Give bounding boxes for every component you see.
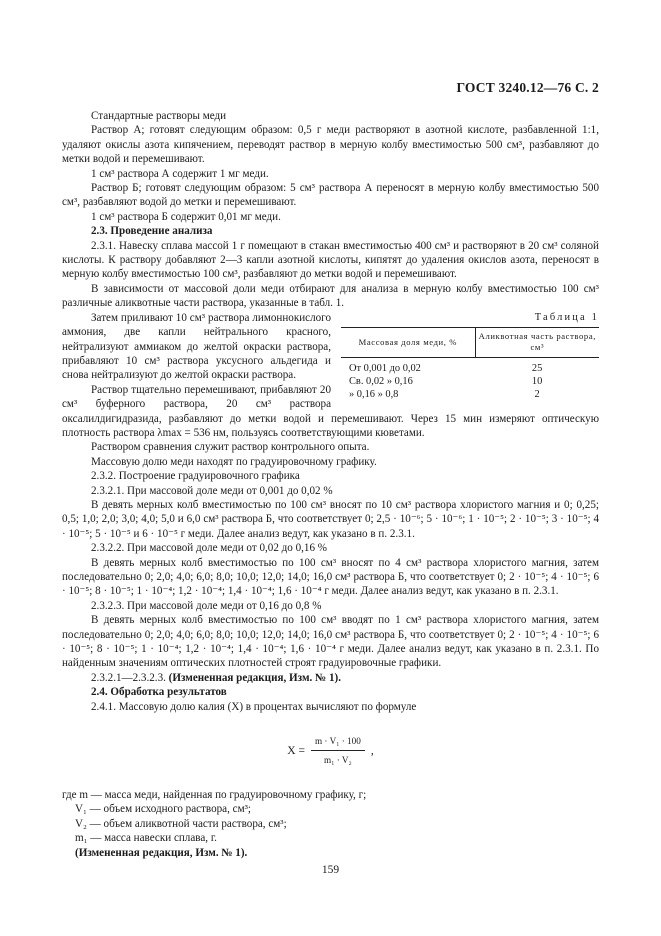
paragraph: В девять мерных колб вместимостью по 100 см³ вводят по 1 см³ раствора хлористого магния, затем последовательно 0; 2,0; 4,0; 6,0; 8,0; 10,0; 12,0; 14,0; 16,0 см³ раствора Б, что соответствует 0; 2 · 10⁻⁵; 4 · 10⁻⁵; 6 · 10⁻⁵; 8 · 10⁻⁵; 1 · 10⁻⁴; 1,2 · 10⁻⁴; 1,4 · 10⁻⁴; 1,6 · 10⁻⁴ г меди. Далее анализ ведут, как указано в п. 2.3.1. По найденным значениям оптических плотностей строят градуировочные графики. bbox=[62, 614, 599, 670]
formula-fraction bbox=[311, 734, 365, 768]
section-heading-analysis: 2.3. Проведение анализа bbox=[91, 225, 213, 238]
table-cell-range: От 0,001 до 0,02 bbox=[349, 363, 421, 375]
subsection-heading: 2.3.2.1. При массовой доле меди от 0,001 до 0,02 % bbox=[91, 484, 333, 497]
subsection-heading: 2.3.2.2. При массовой доле меди от 0,02 до 0,16 % bbox=[91, 542, 328, 555]
paragraph: 2.3.1. Навеску сплава массой 1 г помещают в стакан вместимостью 400 см³ и растворяют в 20 см³ соляной кислоты. К раствору добавляют 2—3 капли азотной кислоты, кипятят до удаления окислов азота, переносят в мерную колбу вместимостью 100 см³, разбавляют до метки водой и перемешивают. bbox=[62, 239, 599, 281]
table-with-text bbox=[62, 311, 599, 441]
amendment-note: (Измененная редакция, Изм. № 1). bbox=[75, 846, 248, 859]
table-cell-aliquot: 2 bbox=[534, 389, 540, 401]
formula-legend bbox=[62, 788, 599, 860]
table-cell-range: Св. 0,02 » 0,16 bbox=[349, 376, 413, 388]
paragraph: Массовую долю меди находят по градуировочному графику. bbox=[91, 455, 377, 468]
paragraph: В девять мерных колб вместимостью по 100 см³ вносят по 4 см³ раствора хлористого магния, затем последовательно 0; 2,0; 4,0; 6,0; 8,0; 10,0; 12,0; 14,0; 16,0 см³ раствора Б, что соответствует 0; 2 · 10⁻⁵; 4 · 10⁻⁵; 6 · 10⁻⁵; 8 · 10⁻⁵; 1 · 10⁻⁴; 1,2 · 10⁻⁴; 1,4 · 10⁻⁴; 1,6 · 10⁻⁴ г меди. Далее анализ ведут, как указано в п. 2.3.1. bbox=[62, 556, 599, 598]
paragraph: В девять мерных колб вместимостью по 100 см³ вносят по 10 см³ раствора хлористого магния и 0; 0,25; 0,5; 1,0; 2,0; 3,0; 4,0; 5,0 и 6,0 см³ раствора Б, что соответствует 0; 2,5 · 10⁻⁶; 5 · 10⁻⁶; 1 · 10⁻⁵; 2 · 10⁻⁵; 3 · 10⁻⁵; 4 · 10⁻⁵; 5 · 10⁻⁵ и 6 · 10⁻⁵ г меди. Далее анализ ведут, как указано в п. 2.3.1. bbox=[62, 498, 599, 540]
formula-tail: , bbox=[370, 744, 374, 757]
subsection-heading: 2.3.2. Построение градуировочного графика bbox=[91, 470, 300, 483]
section-heading-standards: Стандартные растворы меди bbox=[91, 110, 227, 122]
table-row bbox=[341, 388, 599, 401]
paragraph: Затем приливают 10 см³ раствора лимоннокислого аммония, две капли нейтрального красного, нейтрализуют аммиаком до желтой окраски раствора, прибавляют 10 см³ раствора уксусного альдегида и снова нейтрализуют до желтой окраски раствора. bbox=[62, 311, 331, 382]
table-caption: Таблица 1 bbox=[534, 311, 599, 323]
table-cell-aliquot: 25 bbox=[531, 363, 543, 375]
legend-item: V₁ — объем исходного раствора, см³; bbox=[75, 803, 251, 816]
paragraph: Раствор А; готовят следующим образом: 0,5 г меди растворяют в азотной кислоте, разбавленной 1:1, удаляют окислы азота кипячением, переводят раствор в мерную колбу вместимостью 500 см³, разбавляют до метки водой и перемешивают. bbox=[62, 124, 599, 166]
paragraph: 1 см³ раствора Б содержит 0,01 мг меди. bbox=[91, 210, 281, 223]
formula bbox=[62, 734, 599, 768]
section-heading-results: 2.4. Обработка результатов bbox=[91, 686, 227, 699]
formula-denominator: m₁ · V₂ bbox=[324, 755, 352, 766]
amendment-note bbox=[62, 671, 599, 685]
subsection-heading: 2.3.2.3. При массовой доле меди от 0,16 до 0,8 % bbox=[91, 599, 322, 612]
paragraph: 2.4.1. Массовую долю калия (X) в процентах вычисляют по формуле bbox=[91, 700, 417, 713]
table-header-mass-fraction: Массовая доля меди, % bbox=[341, 328, 475, 358]
paragraph: 1 см³ раствора А содержит 1 мг меди. bbox=[91, 167, 269, 180]
table-row bbox=[341, 375, 599, 388]
formula-lhs: X = bbox=[287, 744, 305, 757]
document-body bbox=[62, 109, 599, 860]
formula-numerator: m · V₁ · 100 bbox=[311, 734, 365, 751]
paragraph: Раствор тщательно перемешивают, прибавляют 20 см³ буферного раствора, 20 см³ раствора оксалилдигидразида, разбавляют до метки водой и перемешивают. Через 15 мин измеряют оптическую плотность раствора λmax = 536 нм, пользуясь соответствующими кюветами. bbox=[62, 383, 599, 439]
table-row bbox=[341, 358, 599, 376]
amendment-text: (Измененная редакция, Изм. № 1). bbox=[168, 671, 341, 684]
paragraph: В зависимости от массовой доли меди отбирают для анализа в мерную колбу вместимостью 100 см³ различные аликвотные части раствора, указанные в табл. 1. bbox=[62, 282, 599, 310]
table-cell-range: » 0,16 » 0,8 bbox=[349, 389, 399, 401]
paragraph: Раствор Б; готовят следующим образом: 5 см³ раствора А переносят в мерную колбу вместимостью 500 см³, разбавляют водой до метки и перемешивают. bbox=[62, 182, 599, 209]
table-1 bbox=[341, 311, 599, 401]
table-cell-aliquot: 10 bbox=[531, 376, 543, 388]
aliquot-table bbox=[341, 327, 599, 401]
table-header-aliquot: Аликвотная часть раствора, см³ bbox=[475, 328, 599, 358]
paragraph: Раствором сравнения служит раствор контрольного опыта. bbox=[91, 441, 370, 454]
legend-item: где m — масса меди, найденная по градуировочному графику, г; bbox=[62, 788, 367, 801]
standard-code-header: ГОСТ 3240.12—76 С. 2 bbox=[456, 80, 599, 95]
legend-item: V₂ — объем аликвотной части раствора, см³; bbox=[75, 817, 287, 830]
page-number: 159 bbox=[321, 864, 340, 876]
legend-item: m₁ — масса навески сплава, г. bbox=[75, 832, 217, 845]
amendment-ref: 2.3.2.1—2.3.2.3. bbox=[91, 671, 169, 684]
